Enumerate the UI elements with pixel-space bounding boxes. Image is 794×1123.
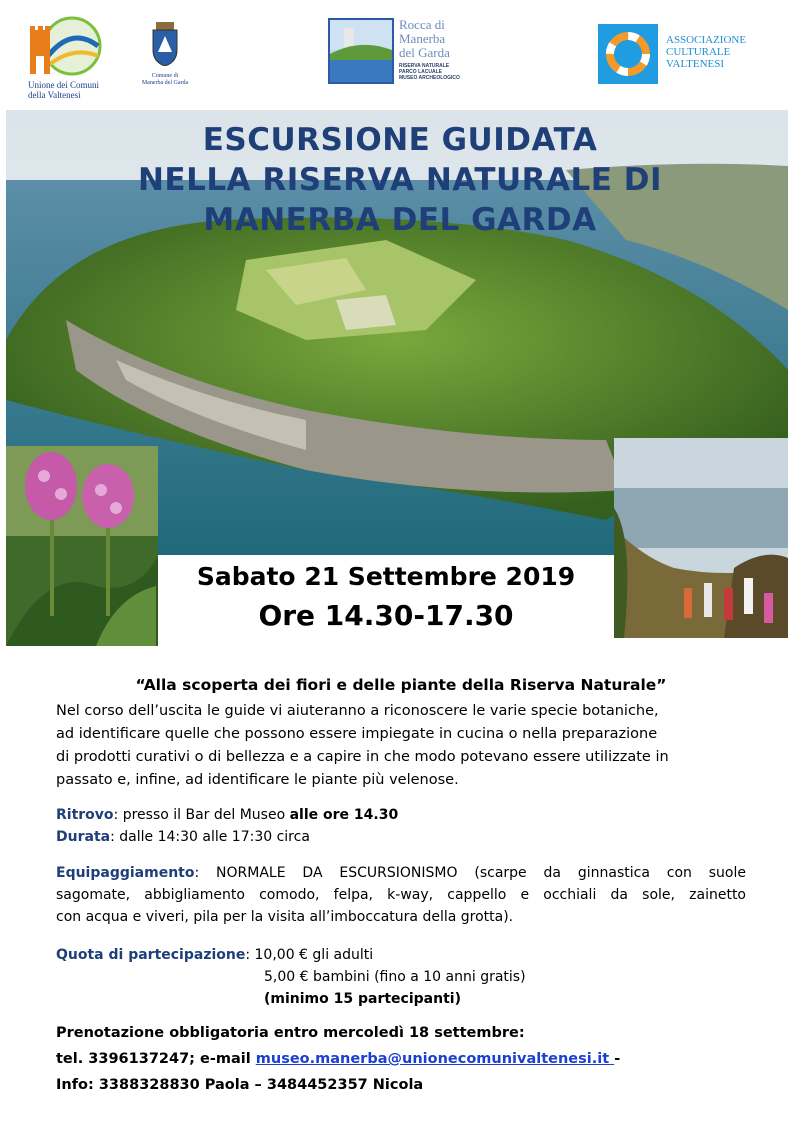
booking-info <box>56 1020 756 1098</box>
ritrovo-time: alle ore 14.30 <box>289 807 399 823</box>
description-line: di prodotti curativi o di bellezza e a capire in che modo potevano essere utilizzate in <box>56 749 669 765</box>
meeting-info <box>56 804 746 848</box>
associazione-culturale-logo <box>598 24 768 86</box>
ritrovo-label: Ritrovo <box>56 807 114 823</box>
booking-contact-line <box>56 1046 756 1072</box>
booking-deadline: Prenotazione obbligatoria entro mercoledì 18 settembre: <box>56 1025 525 1041</box>
booking-phone: tel. 3396137247; e-mail <box>56 1051 256 1067</box>
durata-text: : dalle 14:30 alle 17:30 circa <box>110 829 310 845</box>
page-title <box>90 120 710 240</box>
comune-manerba-logo <box>140 22 190 92</box>
description-line: ad identificare quelle che possono essere impiegate in cucina o nella preparazione <box>56 726 658 742</box>
associazione-text: ASSOCIAZIONE CULTURALE VALTENESI <box>666 34 747 70</box>
unione-caption: Unione dei Comuni della Valtenesi <box>28 80 99 100</box>
description-line: passato e, infine, ad identificare le piante più velenose. <box>56 772 459 788</box>
orchid-photo <box>6 446 158 646</box>
event-date: Sabato 21 Settembre 2019 <box>196 562 576 591</box>
event-time: Ore 14.30-17.30 <box>258 599 514 632</box>
activity-subtitle: “Alla scoperta dei fiori e delle piante della Riserva Naturale” <box>135 676 667 694</box>
email-link[interactable]: museo.manerba@unionecomunivaltenesi.it <box>255 1051 615 1067</box>
fee-children: 5,00 € bambini (fino a 10 anni gratis) <box>264 969 526 985</box>
rocca-subtitle: RISERVA NATURALE PARCO LACUALE MUSEO ARCHEOLOGICO <box>399 63 460 81</box>
ritrovo-text: : presso il Bar del Museo <box>113 807 290 823</box>
title-line-2: NELLA RISERVA NATURALE DI <box>137 162 663 198</box>
fee-minimum: (minimo 15 partecipanti) <box>264 991 461 1007</box>
equipment-line-1 <box>56 862 746 884</box>
ritrovo-line <box>56 804 746 826</box>
fee-label: Quota di partecipazione <box>56 947 246 963</box>
title-line-1: ESCURSIONE GUIDATA <box>202 122 598 158</box>
coat-of-arms-icon <box>150 22 180 66</box>
booking-dash: - <box>614 1051 621 1067</box>
rocca-manerba-logo <box>328 18 468 88</box>
equipment-line-2: sagomate, abbigliamento comodo, felpa, k-way, cappello e occhiali da sole, zainetto <box>56 887 746 903</box>
equipment-label: Equipaggiamento <box>56 865 195 881</box>
title-line-3: MANERBA DEL GARDA <box>203 202 597 238</box>
activity-description <box>56 700 746 792</box>
comune-caption: Comune di Manerba del Garda <box>141 73 189 86</box>
durata-line <box>56 826 746 848</box>
lifebuoy-icon <box>598 24 658 84</box>
durata-label: Durata <box>56 829 111 845</box>
rocca-title: Rocca di Manerba del Garda <box>399 17 450 60</box>
unione-emblem-icon <box>28 16 104 78</box>
equipment-info <box>56 862 746 928</box>
equipment-text-1: : NORMALE DA ESCURSIONISMO (scarpe da ginnastica con suole <box>194 865 746 881</box>
rocca-thumbnail-icon <box>328 18 394 84</box>
booking-info-phones: Info: 3388328830 Paola – 3484452357 Nicola <box>56 1077 424 1093</box>
equipment-line-3: con acqua e viveri, pila per la visita all’imboccatura della grotta). <box>56 909 514 925</box>
description-line: Nel corso dell’uscita le guide vi aiuteranno a riconoscere le varie specie botaniche, <box>56 703 659 719</box>
fee-adults: : 10,00 € gli adulti <box>245 947 374 963</box>
unione-comuni-logo <box>28 16 108 111</box>
hikers-photo <box>614 438 788 638</box>
fee-adults-line <box>56 944 746 966</box>
event-datetime <box>160 558 612 636</box>
fee-info <box>56 944 746 1010</box>
